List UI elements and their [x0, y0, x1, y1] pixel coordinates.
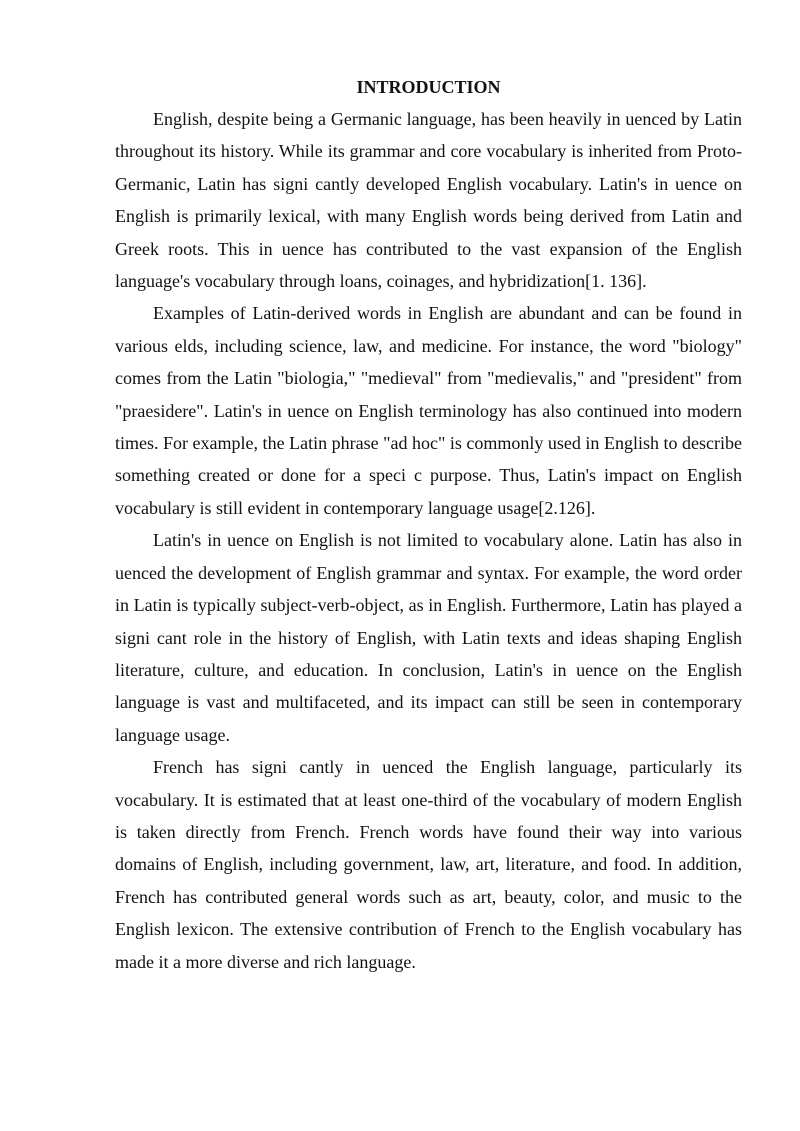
paragraph-3: Latin's in uence on English is not limited to vocabulary alone. Latin has also in uenced the development of English grammar and syntax. For example, the word order in Latin is typically subject-verb-object, as in English. Furthermore, Latin has played a signi cant role in the history of English, with Latin texts and ideas shaping English literature, culture, and education. In conclusion, Latin's in uence on the English language is vast and multifaceted, and its impact can still be seen in contemporary language usage. — [115, 530, 742, 745]
section-title: INTRODUCTION — [356, 77, 501, 97]
paragraph-1: English, despite being a Germanic language, has been heavily in uenced by Latin throughout its history. While its grammar and core vocabulary is inherited from Proto-Germanic, Latin has signi cantly developed English vocabulary. Latin's in uence on English is primarily lexical, with many English words being derived from Latin and Greek roots. This in uence has contributed to the vast expansion of the English language's vocabulary through loans, coinages, and hybridization[1. 136]. — [115, 109, 742, 292]
document-body — [115, 72, 742, 978]
paragraph-4: French has signi cantly in uenced the English language, particularly its vocabulary. It is estimated that at least one-third of the vocabulary of modern English is taken directly from French. French words have found their way into various domains of English, including government, law, art, literature, and food. In addition, French has contributed general words such as art, beauty, color, and music to the English lexicon. The extensive contribution of French to the English vocabulary has made it a more diverse and rich language. — [115, 757, 742, 972]
paragraph-2: Examples of Latin-derived words in English are abundant and can be found in various elds, including science, law, and medicine. For instance, the word "biology" comes from the Latin "biologia," "medieval" from "medievalis," and "president" from "praesidere". Latin's in uence on English terminology has also continued into modern times. For example, the Latin phrase "ad hoc" is commonly used in English to describe something created or done for a speci c purpose. Thus, Latin's impact on English vocabulary is still evident in contemporary language usage[2.126]. — [115, 303, 742, 518]
